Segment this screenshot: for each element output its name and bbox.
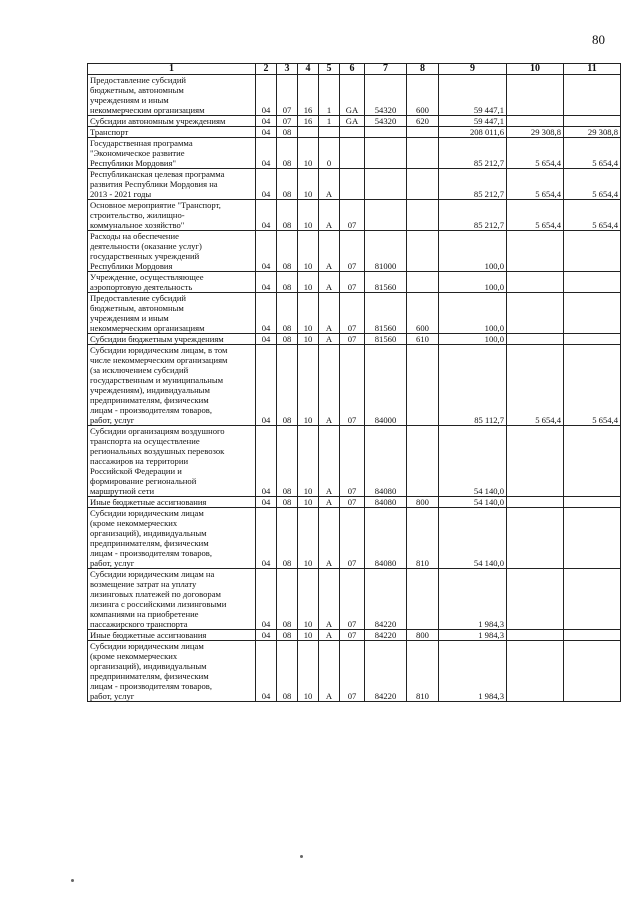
cell-program: 10 — [298, 641, 319, 702]
cell-program: 10 — [298, 293, 319, 334]
header-col-5: 5 — [319, 64, 340, 75]
description-line: региональных воздушных перевозок — [90, 446, 225, 456]
description-line: пассажиров на территории — [90, 456, 189, 466]
header-col-2: 2 — [256, 64, 277, 75]
cell-amount-3 — [564, 272, 621, 293]
cell-amount-1: 54 140,0 — [439, 497, 507, 508]
cell-subsection: 08 — [277, 127, 298, 138]
cell-event: 07 — [340, 200, 365, 231]
cell-amount-1: 1 984,3 — [439, 641, 507, 702]
cell-amount-2 — [507, 116, 564, 127]
description-line: лизинга с российскими лизинговыми — [90, 599, 227, 609]
cell-expense-type — [407, 569, 439, 630]
cell-section: 04 — [256, 75, 277, 116]
cell-description — [88, 508, 256, 569]
cell-subprogram: А — [319, 169, 340, 200]
cell-program: 10 — [298, 508, 319, 569]
description-line: бюджетным, автономным — [90, 303, 184, 313]
cell-section: 04 — [256, 293, 277, 334]
cell-section: 04 — [256, 138, 277, 169]
cell-amount-3 — [564, 641, 621, 702]
header-col-7: 7 — [365, 64, 407, 75]
cell-subprogram — [319, 127, 340, 138]
cell-amount-1: 100,0 — [439, 272, 507, 293]
cell-expense-type — [407, 138, 439, 169]
cell-program: 16 — [298, 75, 319, 116]
cell-program: 10 — [298, 426, 319, 497]
cell-direction: 84080 — [365, 426, 407, 497]
cell-event — [340, 127, 365, 138]
description-line: работ, услуг — [90, 415, 135, 425]
cell-amount-3 — [564, 75, 621, 116]
cell-event: 07 — [340, 231, 365, 272]
cell-description — [88, 293, 256, 334]
cell-program: 16 — [298, 116, 319, 127]
description-line: (кроме некоммерческих — [90, 651, 178, 661]
cell-event — [340, 169, 365, 200]
cell-direction: 84080 — [365, 497, 407, 508]
description-line: некоммерческим организациям — [90, 105, 205, 115]
cell-amount-1: 208 011,6 — [439, 127, 507, 138]
description-line: Основное мероприятие "Транспорт, — [90, 200, 221, 210]
cell-subsection: 07 — [277, 116, 298, 127]
cell-subsection: 08 — [277, 630, 298, 641]
cell-amount-1: 100,0 — [439, 334, 507, 345]
cell-amount-2: 5 654,4 — [507, 200, 564, 231]
description-line: Учреждение, осуществляющее — [90, 272, 204, 282]
description-line: маршрутной сети — [90, 486, 155, 496]
description-line: формирование региональной — [90, 476, 197, 486]
description-line: числе некоммерческим организациям — [90, 355, 228, 365]
table-row — [88, 569, 621, 630]
description-line: Республики Мордовия — [90, 261, 173, 271]
cell-subsection: 08 — [277, 231, 298, 272]
cell-subprogram: А — [319, 293, 340, 334]
cell-amount-3: 29 308,8 — [564, 127, 621, 138]
cell-description — [88, 334, 256, 345]
cell-expense-type — [407, 200, 439, 231]
cell-section: 04 — [256, 345, 277, 426]
header-col-10: 10 — [507, 64, 564, 75]
description-line: работ, услуг — [90, 691, 135, 701]
cell-amount-2 — [507, 426, 564, 497]
description-line: Государственная программа — [90, 138, 193, 148]
cell-event: 07 — [340, 569, 365, 630]
cell-program: 10 — [298, 345, 319, 426]
cell-subsection: 08 — [277, 497, 298, 508]
cell-program: 10 — [298, 200, 319, 231]
cell-program: 10 — [298, 231, 319, 272]
cell-direction: 84080 — [365, 508, 407, 569]
table-row — [88, 293, 621, 334]
description-line: лицам - производителям товаров, — [90, 405, 212, 415]
cell-description — [88, 231, 256, 272]
cell-amount-2 — [507, 334, 564, 345]
cell-expense-type: 610 — [407, 334, 439, 345]
cell-subprogram: А — [319, 630, 340, 641]
cell-subprogram: А — [319, 508, 340, 569]
description-line: деятельности (оказание услуг) — [90, 241, 202, 251]
header-col-3: 3 — [277, 64, 298, 75]
cell-expense-type — [407, 426, 439, 497]
description-line: аэропортовую деятельность — [90, 282, 193, 292]
cell-direction: 84000 — [365, 345, 407, 426]
cell-event: 07 — [340, 508, 365, 569]
cell-amount-3: 5 654,4 — [564, 169, 621, 200]
cell-description — [88, 200, 256, 231]
table-header-row — [88, 64, 621, 75]
cell-amount-2 — [507, 272, 564, 293]
cell-direction: 81560 — [365, 272, 407, 293]
cell-amount-1: 85 212,7 — [439, 200, 507, 231]
cell-direction: 84220 — [365, 569, 407, 630]
description-line: государственным и муниципальным — [90, 375, 224, 385]
cell-amount-2 — [507, 508, 564, 569]
cell-amount-2 — [507, 630, 564, 641]
cell-amount-1: 85 112,7 — [439, 345, 507, 426]
cell-subsection: 08 — [277, 200, 298, 231]
description-line: бюджетным, автономным — [90, 85, 184, 95]
description-line: Республики Мордовия" — [90, 158, 176, 168]
cell-amount-2: 29 308,8 — [507, 127, 564, 138]
header-col-9: 9 — [439, 64, 507, 75]
description-line: (за исключением субсидий — [90, 365, 189, 375]
description-line: Субсидии юридическим лицам — [90, 508, 204, 518]
description-line: государственных учреждений — [90, 251, 200, 261]
cell-amount-2 — [507, 569, 564, 630]
header-col-4: 4 — [298, 64, 319, 75]
cell-amount-1: 54 140,0 — [439, 426, 507, 497]
cell-description — [88, 138, 256, 169]
cell-expense-type — [407, 169, 439, 200]
cell-amount-2: 5 654,4 — [507, 345, 564, 426]
cell-subsection: 08 — [277, 345, 298, 426]
cell-subprogram: А — [319, 334, 340, 345]
cell-description — [88, 345, 256, 426]
description-line: строительство, жилищно- — [90, 210, 185, 220]
cell-direction — [365, 138, 407, 169]
cell-event: 07 — [340, 641, 365, 702]
cell-amount-1: 59 447,1 — [439, 75, 507, 116]
cell-subsection: 08 — [277, 641, 298, 702]
description-line: предпринимателям, физическим — [90, 395, 209, 405]
cell-amount-1: 54 140,0 — [439, 508, 507, 569]
description-line: пассажирского транспорта — [90, 619, 188, 629]
cell-section: 04 — [256, 116, 277, 127]
description-line: лицам - производителям товаров, — [90, 548, 212, 558]
cell-subprogram: А — [319, 426, 340, 497]
cell-direction: 54320 — [365, 116, 407, 127]
cell-subprogram: А — [319, 272, 340, 293]
cell-subsection: 08 — [277, 138, 298, 169]
cell-amount-3 — [564, 569, 621, 630]
table-row — [88, 231, 621, 272]
cell-subsection: 08 — [277, 508, 298, 569]
cell-direction: 54320 — [365, 75, 407, 116]
cell-section: 04 — [256, 630, 277, 641]
cell-subprogram: А — [319, 497, 340, 508]
cell-amount-3: 5 654,4 — [564, 345, 621, 426]
cell-event: 07 — [340, 630, 365, 641]
table-body — [88, 75, 621, 702]
description-line: Субсидии организациям воздушного — [90, 426, 225, 436]
description-line: "Экономическое развитие — [90, 148, 185, 158]
cell-event: 07 — [340, 426, 365, 497]
description-line: учреждениям), индивидуальным — [90, 385, 210, 395]
description-line: Иные бюджетные ассигнования — [90, 630, 207, 640]
cell-event: 07 — [340, 497, 365, 508]
cell-program: 10 — [298, 169, 319, 200]
cell-amount-3 — [564, 426, 621, 497]
cell-expense-type: 620 — [407, 116, 439, 127]
cell-program: 10 — [298, 334, 319, 345]
header-col-8: 8 — [407, 64, 439, 75]
cell-program: 10 — [298, 272, 319, 293]
table-row — [88, 200, 621, 231]
cell-event: 07 — [340, 272, 365, 293]
cell-amount-2: 5 654,4 — [507, 138, 564, 169]
cell-subprogram: А — [319, 569, 340, 630]
cell-event: 07 — [340, 345, 365, 426]
header-col-1: 1 — [88, 64, 256, 75]
cell-description — [88, 169, 256, 200]
cell-amount-2 — [507, 497, 564, 508]
description-line: организаций), индивидуальным — [90, 661, 207, 671]
cell-subprogram: 1 — [319, 75, 340, 116]
description-line: компаниями на приобретение — [90, 609, 199, 619]
cell-amount-1: 1 984,3 — [439, 630, 507, 641]
cell-subsection: 08 — [277, 569, 298, 630]
cell-amount-1: 85 212,7 — [439, 138, 507, 169]
description-line: Республиканская целевая программа — [90, 169, 225, 179]
table-row — [88, 75, 621, 116]
cell-direction: 81560 — [365, 293, 407, 334]
cell-section: 04 — [256, 200, 277, 231]
cell-event: 07 — [340, 293, 365, 334]
cell-direction: 84220 — [365, 641, 407, 702]
cell-program: 10 — [298, 497, 319, 508]
cell-expense-type: 600 — [407, 293, 439, 334]
table-row — [88, 116, 621, 127]
table-row — [88, 641, 621, 702]
cell-subsection: 07 — [277, 75, 298, 116]
cell-amount-3: 5 654,4 — [564, 200, 621, 231]
cell-amount-3: 5 654,4 — [564, 138, 621, 169]
cell-section: 04 — [256, 497, 277, 508]
cell-amount-3 — [564, 293, 621, 334]
cell-section: 04 — [256, 272, 277, 293]
cell-subsection: 08 — [277, 169, 298, 200]
description-line: 2013 - 2021 годы — [90, 189, 152, 199]
cell-section: 04 — [256, 569, 277, 630]
cell-expense-type — [407, 272, 439, 293]
description-line: Субсидии юридическим лицам, в том — [90, 345, 228, 355]
description-line: предпринимателям, физическим — [90, 671, 209, 681]
cell-description — [88, 569, 256, 630]
cell-expense-type — [407, 345, 439, 426]
description-line: Транспорт — [90, 127, 129, 137]
table-row — [88, 345, 621, 426]
cell-program: 10 — [298, 630, 319, 641]
description-line: возмещение затрат на уплату — [90, 579, 197, 589]
cell-description — [88, 116, 256, 127]
cell-subsection: 08 — [277, 334, 298, 345]
cell-subsection: 08 — [277, 272, 298, 293]
header-col-11: 11 — [564, 64, 621, 75]
description-line: учреждениям и иным — [90, 313, 169, 323]
cell-expense-type: 600 — [407, 75, 439, 116]
cell-amount-1: 85 212,7 — [439, 169, 507, 200]
cell-section: 04 — [256, 426, 277, 497]
cell-amount-3 — [564, 116, 621, 127]
cell-description — [88, 75, 256, 116]
description-line: лизинговых платежей по договорам — [90, 589, 221, 599]
cell-amount-1: 100,0 — [439, 231, 507, 272]
description-line: учреждениям и иным — [90, 95, 169, 105]
description-line: (кроме некоммерческих — [90, 518, 178, 528]
table-row — [88, 497, 621, 508]
cell-section: 04 — [256, 508, 277, 569]
table-row — [88, 630, 621, 641]
cell-section: 04 — [256, 641, 277, 702]
cell-program: 10 — [298, 569, 319, 630]
cell-description — [88, 272, 256, 293]
cell-amount-3 — [564, 508, 621, 569]
cell-expense-type: 800 — [407, 497, 439, 508]
cell-subprogram: 1 — [319, 116, 340, 127]
description-line: Субсидии бюджетным учреждениям — [90, 334, 224, 344]
cell-expense-type — [407, 127, 439, 138]
description-line: Субсидии автономным учреждениям — [90, 116, 226, 126]
description-line: Иные бюджетные ассигнования — [90, 497, 207, 507]
cell-description — [88, 641, 256, 702]
cell-amount-2: 5 654,4 — [507, 169, 564, 200]
cell-direction — [365, 169, 407, 200]
cell-section: 04 — [256, 231, 277, 272]
cell-event: GA — [340, 75, 365, 116]
cell-amount-3 — [564, 334, 621, 345]
cell-amount-2 — [507, 231, 564, 272]
cell-subprogram: А — [319, 345, 340, 426]
scan-speck — [71, 879, 74, 882]
cell-event: 07 — [340, 334, 365, 345]
cell-amount-2 — [507, 293, 564, 334]
cell-description — [88, 426, 256, 497]
cell-subsection: 08 — [277, 426, 298, 497]
cell-subprogram: А — [319, 200, 340, 231]
cell-description — [88, 127, 256, 138]
description-line: организаций), индивидуальным — [90, 528, 207, 538]
description-line: Субсидии юридическим лицам — [90, 641, 204, 651]
description-line: работ, услуг — [90, 558, 135, 568]
table-row — [88, 169, 621, 200]
cell-direction: 84220 — [365, 630, 407, 641]
table-row — [88, 508, 621, 569]
table-row — [88, 334, 621, 345]
description-line: коммунальное хозяйство" — [90, 220, 185, 230]
cell-direction — [365, 200, 407, 231]
scan-speck — [300, 855, 303, 858]
cell-description — [88, 497, 256, 508]
cell-program: 10 — [298, 138, 319, 169]
cell-subsection: 08 — [277, 293, 298, 334]
cell-section: 04 — [256, 169, 277, 200]
cell-amount-3 — [564, 497, 621, 508]
cell-amount-1: 1 984,3 — [439, 569, 507, 630]
table-row — [88, 272, 621, 293]
cell-event: GA — [340, 116, 365, 127]
header-col-6: 6 — [340, 64, 365, 75]
cell-subprogram: А — [319, 231, 340, 272]
cell-expense-type: 810 — [407, 508, 439, 569]
cell-description — [88, 630, 256, 641]
cell-amount-1: 100,0 — [439, 293, 507, 334]
cell-expense-type: 800 — [407, 630, 439, 641]
description-line: Расходы на обеспечение — [90, 231, 179, 241]
cell-amount-2 — [507, 75, 564, 116]
page-number: 80 — [592, 32, 605, 47]
cell-program — [298, 127, 319, 138]
description-line: некоммерческим организациям — [90, 323, 205, 333]
description-line: транспорта на осуществление — [90, 436, 200, 446]
cell-expense-type: 810 — [407, 641, 439, 702]
cell-event — [340, 138, 365, 169]
description-line: лицам - производителям товаров, — [90, 681, 212, 691]
cell-amount-3 — [564, 630, 621, 641]
cell-expense-type — [407, 231, 439, 272]
cell-amount-2 — [507, 641, 564, 702]
cell-section: 04 — [256, 334, 277, 345]
description-line: Российской Федерации и — [90, 466, 182, 476]
cell-amount-3 — [564, 231, 621, 272]
table-row — [88, 127, 621, 138]
description-line: предпринимателям, физическим — [90, 538, 209, 548]
cell-subprogram: А — [319, 641, 340, 702]
cell-direction — [365, 127, 407, 138]
description-line: Предоставление субсидий — [90, 75, 187, 85]
cell-amount-1: 59 447,1 — [439, 116, 507, 127]
table-row — [88, 138, 621, 169]
cell-direction: 81000 — [365, 231, 407, 272]
cell-section: 04 — [256, 127, 277, 138]
description-line: Предоставление субсидий — [90, 293, 187, 303]
description-line: развития Республики Мордовия на — [90, 179, 218, 189]
description-line: Субсидии юридическим лицам на — [90, 569, 215, 579]
budget-table — [87, 63, 621, 702]
table-row — [88, 426, 621, 497]
cell-direction: 81560 — [365, 334, 407, 345]
cell-subprogram: 0 — [319, 138, 340, 169]
